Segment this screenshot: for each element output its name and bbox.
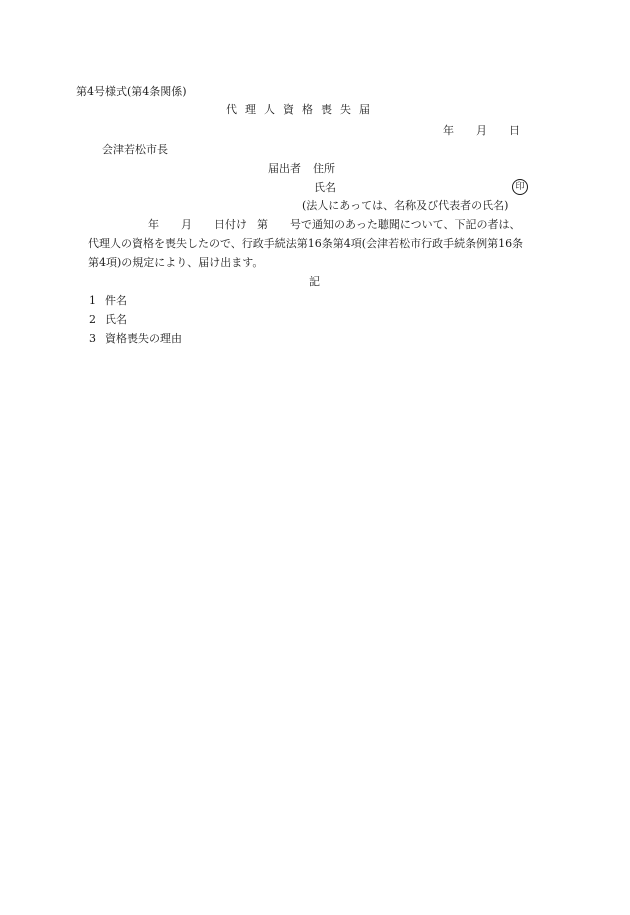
body-line-1-rest: 号で通知のあった聴聞について、下記の者は、 [290,218,521,231]
notifier-label: 届出者 [268,162,301,175]
date-day: 日 [509,124,520,137]
addressee: 会津若松市長 [102,143,168,156]
body-line-2: 代理人の資格を喪失したので、行政手続法第16条第4項(会津若松市行政手続条例第16条 [88,237,524,250]
title-char: 失 [340,103,353,116]
body-year: 年 [148,218,159,231]
title-char: 代 [226,103,239,116]
title-char: 理 [245,103,258,116]
body-month: 月 [181,218,192,231]
name-label: 氏名 [314,181,336,194]
notifier-address-line [268,162,335,176]
address-label: 住所 [313,162,335,175]
item-number: 3 [89,332,96,345]
body-date-suffix: 日付け [214,218,247,231]
title-char: 届 [359,103,372,116]
list-item [89,313,127,327]
list-item [89,294,127,308]
item-label: 件名 [105,294,127,307]
date-month: 月 [476,124,487,137]
item-number: 2 [89,313,96,326]
item-label: 氏名 [105,313,127,326]
item-number: 1 [89,294,96,307]
date-year: 年 [443,124,454,137]
body-number-prefix: 第 [257,218,268,231]
date-line [443,124,520,138]
ki-heading: 記 [309,275,320,288]
form-number: 第4号様式(第4条関係) [76,85,187,98]
item-label: 資格喪失の理由 [105,332,182,345]
list-item [89,332,182,346]
title-char: 人 [264,103,277,116]
title-char: 格 [302,103,315,116]
title-char: 資 [283,103,296,116]
body-line-1 [148,218,520,232]
title-char: 喪 [321,103,334,116]
document-title [226,103,378,117]
corporate-note: (法人にあっては、名称及び代表者の氏名) [302,199,509,212]
body-line-3: 第4項)の規定により、届け出ます。 [88,256,264,269]
seal-icon: 印 [512,179,528,195]
